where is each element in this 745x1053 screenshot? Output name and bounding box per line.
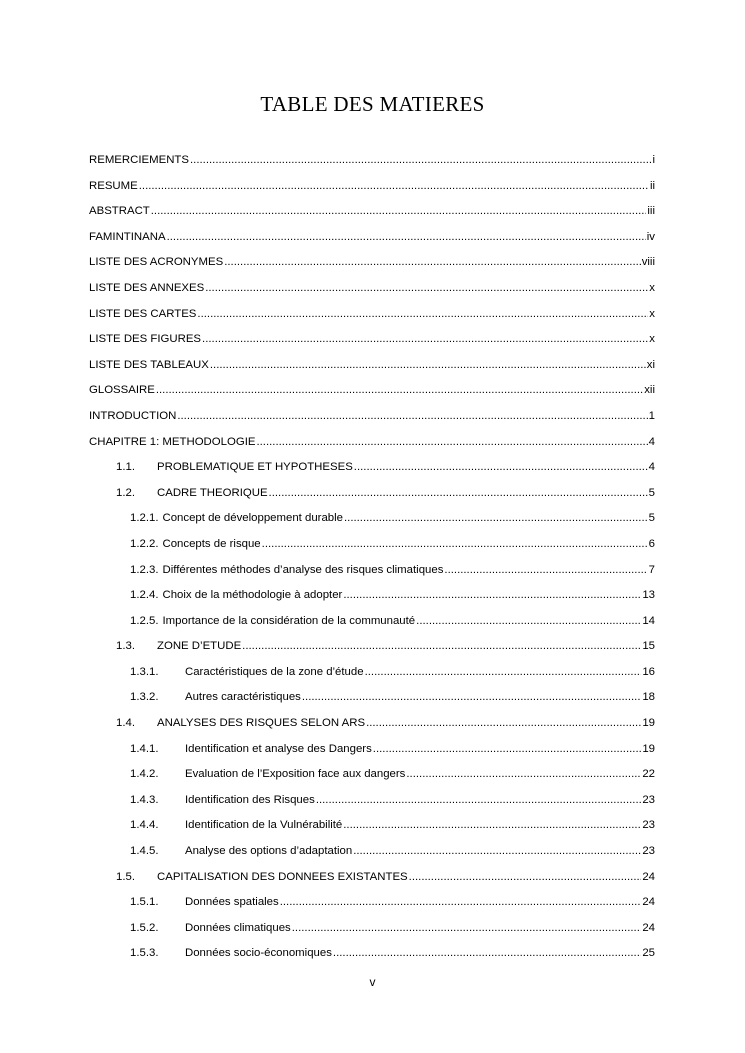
toc-entry-label: CADRE THEORIQUE: [157, 486, 268, 499]
dot-leader: [280, 890, 642, 916]
toc-page-number: 24: [642, 870, 655, 883]
dot-leader: [373, 737, 642, 763]
toc-entry-1-3[interactable]: [89, 634, 655, 660]
toc-entry-1-4-3[interactable]: [89, 788, 655, 814]
toc-page-number: x: [649, 307, 655, 320]
toc-entry-number: 1.4.5.: [130, 845, 159, 858]
dot-leader: [354, 455, 648, 481]
dot-leader: [343, 813, 641, 839]
dot-leader: [177, 404, 647, 430]
toc-entry-remerciements[interactable]: [89, 148, 655, 174]
toc-entry-figures[interactable]: [89, 327, 655, 353]
toc-entry-label: PROBLEMATIQUE ET HYPOTHESES: [157, 461, 353, 474]
toc-entry-label: ANALYSES DES RISQUES SELON ARS: [157, 717, 366, 730]
toc-entry-1-2-1[interactable]: [89, 506, 655, 532]
toc-entry-famintinana[interactable]: [89, 225, 655, 251]
toc-entry-label: LISTE DES CARTES: [89, 307, 197, 320]
toc-page-number: 16: [642, 665, 655, 678]
toc-entry-annexes[interactable]: [89, 276, 655, 302]
toc-entry-label: ABSTRACT: [89, 205, 150, 218]
dot-leader: [202, 327, 648, 353]
toc-entry-acronymes[interactable]: [89, 250, 655, 276]
toc-entry-number: 1.2.: [116, 486, 135, 499]
toc-entry-1-4-2[interactable]: [89, 762, 655, 788]
toc-page-number: 13: [642, 589, 655, 602]
dot-leader: [167, 225, 646, 251]
dot-leader: [353, 839, 641, 865]
toc-page-number: x: [649, 333, 655, 346]
toc-entry-glossaire[interactable]: [89, 378, 655, 404]
toc-page-number: iv: [646, 230, 655, 243]
toc-page-number: 7: [648, 563, 655, 576]
dot-leader: [156, 378, 643, 404]
toc-page-number: 1: [648, 409, 655, 422]
dot-leader: [190, 148, 651, 174]
dot-leader: [365, 660, 642, 686]
toc-entry-number: 1.1.: [116, 461, 135, 474]
toc-page-number: 5: [648, 512, 655, 525]
toc-page-number: xii: [644, 384, 655, 397]
toc-entry-1-3-2[interactable]: [89, 685, 655, 711]
toc-page-number: ii: [649, 179, 655, 192]
toc-entry-label: Choix de la méthodologie à adopter: [162, 589, 343, 602]
toc-entry-1-5[interactable]: [89, 865, 655, 891]
dot-leader: [344, 506, 648, 532]
dot-leader: [262, 532, 648, 558]
toc-entry-label: LISTE DES ANNEXES: [89, 281, 205, 294]
toc-entry-cartes[interactable]: [89, 302, 655, 328]
toc-page-number: i: [652, 154, 655, 166]
dot-leader: [302, 685, 641, 711]
dot-leader: [256, 430, 647, 456]
toc-entry-label: Identification et analyse des Dangers: [185, 742, 372, 755]
toc-entry-number: 1.5.3.: [130, 947, 159, 960]
toc-entry-number: 1.3.2.: [130, 691, 159, 704]
toc-entry-label: LISTE DES TABLEAUX: [89, 358, 209, 371]
dot-leader: [416, 609, 641, 635]
toc-entry-label: RESUME: [89, 179, 138, 192]
toc-page-number: 23: [642, 819, 655, 832]
toc-entry-chapitre-1[interactable]: [89, 430, 655, 456]
dot-leader: [343, 583, 641, 609]
dot-leader: [269, 481, 648, 507]
toc-entry-number: 1.2.3.: [130, 563, 159, 576]
toc-entry-1-2-2[interactable]: [89, 532, 655, 558]
toc-entry-resume[interactable]: [89, 174, 655, 200]
toc-entry-1-4-1[interactable]: [89, 737, 655, 763]
toc-entry-label: Analyse des options d’adaptation: [185, 845, 353, 858]
dot-leader: [333, 941, 641, 967]
toc-entry-label: ZONE D’ETUDE: [157, 640, 242, 653]
toc-page-number: xi: [646, 358, 655, 371]
toc-entry-1-2-3[interactable]: [89, 558, 655, 584]
toc-entry-label: FAMINTINANA: [89, 230, 166, 243]
toc-page-number: 4: [648, 461, 655, 474]
toc-page-number: 25: [642, 947, 655, 960]
toc-page-number: 23: [642, 793, 655, 806]
toc-entry-1-4[interactable]: [89, 711, 655, 737]
toc-entry-tableaux[interactable]: [89, 353, 655, 379]
dot-leader: [366, 711, 641, 737]
toc-entry-number: 1.4.: [116, 717, 135, 730]
toc-page-number: 24: [642, 921, 655, 934]
toc-entry-label: CHAPITRE 1: METHODOLOGIE: [89, 435, 256, 448]
toc-entry-number: 1.5.2.: [130, 921, 159, 934]
toc-page-number: 22: [642, 768, 655, 781]
table-of-contents: [89, 148, 655, 967]
toc-entry-number: 1.4.1.: [130, 742, 159, 755]
toc-page-number: 4: [648, 435, 655, 448]
toc-entry-number: 1.4.2.: [130, 768, 159, 781]
dot-leader: [197, 302, 648, 328]
toc-page-number: 15: [642, 640, 655, 653]
toc-entry-number: 1.2.2.: [130, 537, 159, 550]
toc-entry-label: Concepts de risque: [162, 537, 261, 550]
toc-entry-label: GLOSSAIRE: [89, 384, 155, 397]
toc-entry-1-2-5[interactable]: [89, 609, 655, 635]
dot-leader: [205, 276, 648, 302]
toc-entry-1-2[interactable]: [89, 481, 655, 507]
toc-entry-1-2-4[interactable]: [89, 583, 655, 609]
toc-page-number: 14: [642, 614, 655, 627]
toc-page-number: iii: [647, 205, 655, 218]
toc-entry-label: Données climatiques: [185, 921, 291, 934]
toc-entry-1-5-3[interactable]: [89, 941, 655, 967]
toc-entry-label: INTRODUCTION: [89, 409, 177, 422]
toc-entry-1-5-2[interactable]: [89, 916, 655, 942]
toc-entry-label: Différentes méthodes d’analyse des risques climatiques: [162, 563, 444, 576]
dot-leader: [292, 916, 642, 942]
dot-leader: [409, 865, 642, 891]
toc-entry-label: Données socio-économiques: [185, 947, 332, 960]
toc-page-number: viii: [641, 256, 655, 269]
toc-entry-1-1[interactable]: [89, 455, 655, 481]
toc-entry-label: Evaluation de l’Exposition face aux dangers: [185, 768, 406, 781]
dot-leader: [316, 788, 642, 814]
toc-entry-label: Caractéristiques de la zone d’étude: [185, 665, 364, 678]
toc-entry-number: 1.5.: [116, 870, 135, 883]
toc-entry-label: Identification des Risques: [185, 793, 315, 806]
toc-entry-abstract[interactable]: [89, 199, 655, 225]
toc-entry-number: 1.3.1.: [130, 665, 159, 678]
toc-entry-label: LISTE DES FIGURES: [89, 333, 202, 346]
toc-entry-introduction[interactable]: [89, 404, 655, 430]
toc-entry-number: 1.3.: [116, 640, 135, 653]
dot-leader: [224, 250, 641, 276]
dot-leader: [210, 353, 646, 379]
toc-entry-number: 1.4.4.: [130, 819, 159, 832]
toc-entry-label: CAPITALISATION DES DONNEES EXISTANTES: [157, 870, 408, 883]
toc-entry-number: 1.2.5.: [130, 614, 159, 627]
toc-entry-label: Importance de la considération de la communauté: [162, 614, 416, 627]
toc-entry-label: LISTE DES ACRONYMES: [89, 256, 224, 269]
toc-page-number: 18: [642, 691, 655, 704]
toc-entry-1-3-1[interactable]: [89, 660, 655, 686]
toc-page-number: 6: [648, 537, 655, 550]
toc-entry-label: Identification de la Vulnérabilité: [185, 819, 343, 832]
dot-leader: [444, 558, 647, 584]
toc-entry-1-5-1[interactable]: [89, 890, 655, 916]
toc-entry-number: 1.2.1.: [130, 512, 159, 525]
toc-page-number: 5: [648, 486, 655, 499]
toc-page-number: 24: [642, 896, 655, 909]
toc-entry-1-4-5[interactable]: [89, 839, 655, 865]
toc-entry-label: Concept de développement durable: [162, 512, 343, 525]
toc-page-number: 19: [642, 717, 655, 730]
toc-page-number: 23: [642, 845, 655, 858]
toc-entry-number: 1.5.1.: [130, 896, 159, 909]
toc-entry-label: Autres caractéristiques: [185, 691, 301, 704]
toc-entry-label: REMERCIEMENTS: [89, 154, 189, 166]
dot-leader: [242, 634, 641, 660]
toc-page-number: 19: [642, 742, 655, 755]
toc-entry-1-4-4[interactable]: [89, 813, 655, 839]
toc-entry-number: 1.2.4.: [130, 589, 159, 602]
toc-entry-number: 1.4.3.: [130, 793, 159, 806]
toc-entry-label: Données spatiales: [185, 896, 279, 909]
dot-leader: [406, 762, 641, 788]
footer-page-number: v: [369, 975, 376, 989]
page-title: TABLE DES MATIERES: [260, 92, 485, 116]
dot-leader: [139, 174, 649, 200]
toc-page-number: x: [649, 281, 655, 294]
dot-leader: [151, 199, 647, 225]
